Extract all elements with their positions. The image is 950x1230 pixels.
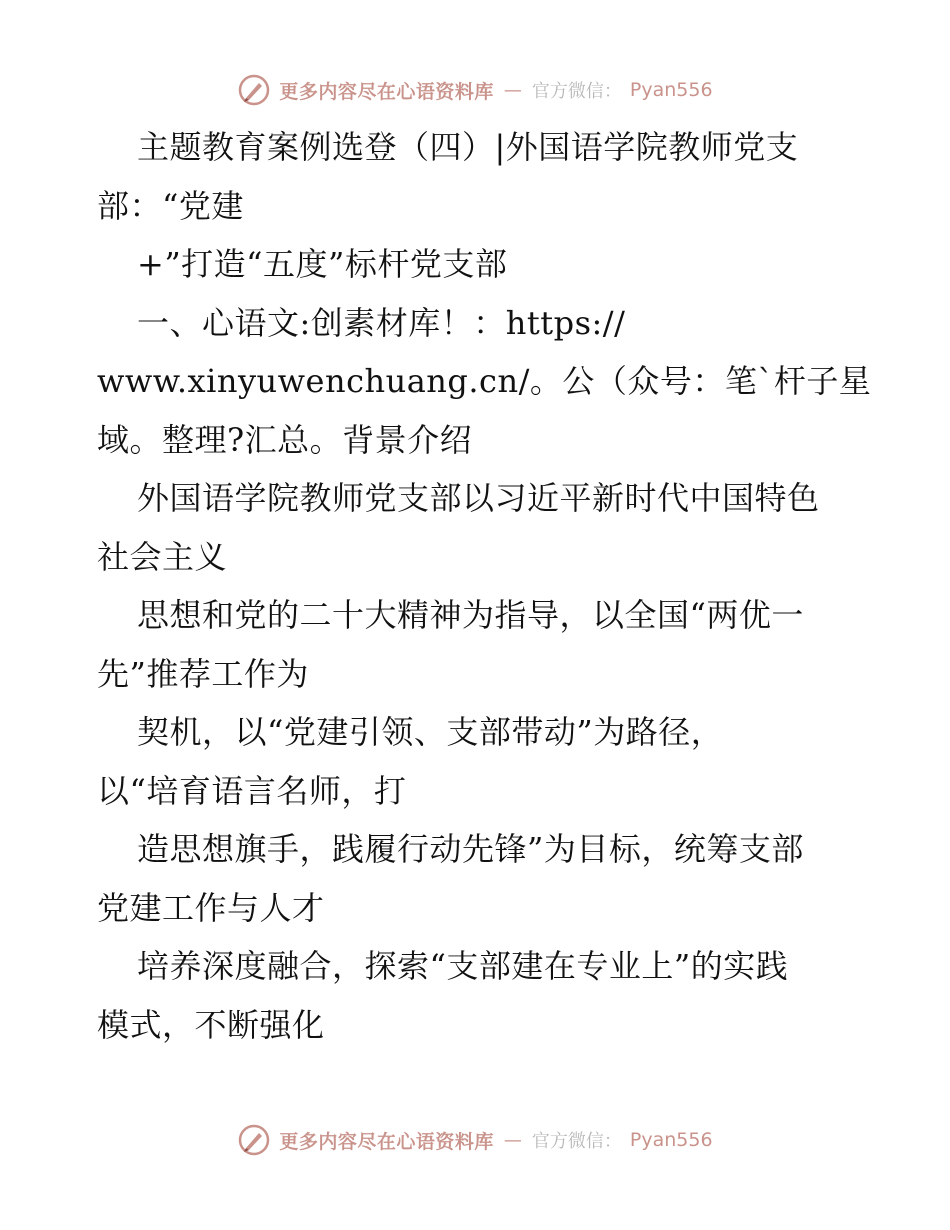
- text-line: 一、心语文:创素材库！：https://: [137, 303, 626, 342]
- text-line: 党建工作与人才: [97, 888, 325, 927]
- text-line: 思想和党的二十大精神为指导，以全国“两优一: [137, 596, 804, 634]
- text-line: 主题教育案例选登（四）|外国语学院教师党支: [137, 128, 799, 166]
- watermark-wechat-id: Pyan556: [629, 79, 713, 101]
- watermark-footer: [0, 1120, 950, 1160]
- text-line: 域。整理?汇总。背景介绍: [97, 420, 473, 459]
- text-line: 契机，以“党建引领、支部带动”为路径，: [137, 713, 724, 751]
- pen-logo-icon: [237, 73, 271, 107]
- text-line: 先”推荐工作为: [97, 654, 309, 693]
- text-line: +”打造“五度”标杆党支部: [137, 245, 508, 283]
- watermark-wechat-id: Pyan556: [629, 1129, 713, 1151]
- text-line: 模式，不断强化: [97, 1005, 325, 1044]
- watermark-separator: —: [503, 1129, 522, 1151]
- watermark-brand: 更多内容尽在心语资料库: [279, 1130, 494, 1153]
- text-line: 部：“党建: [97, 186, 244, 225]
- pen-logo-icon: [237, 1123, 271, 1157]
- text-line: 以“培育语言名师，打: [97, 771, 407, 810]
- watermark-wechat-label: 官方微信：: [531, 1131, 622, 1152]
- watermark-header: [0, 70, 950, 110]
- watermark-separator: —: [503, 79, 522, 101]
- document-body: [97, 118, 872, 1054]
- text-line: 社会主义: [97, 537, 228, 576]
- text-line: 造思想旗手，践履行动先锋”为目标，统筹支部: [137, 830, 804, 868]
- text-line: www.xinyuwenchuang.cn/。公（众号：笔`杆子星: [97, 362, 872, 400]
- watermark-wechat-label: 官方微信：: [531, 81, 622, 102]
- watermark-brand: 更多内容尽在心语资料库: [279, 80, 494, 103]
- text-line: 外国语学院教师党支部以习近平新时代中国特色: [137, 479, 820, 517]
- text-line: 培养深度融合，探索“支部建在专业上”的实践: [137, 947, 789, 985]
